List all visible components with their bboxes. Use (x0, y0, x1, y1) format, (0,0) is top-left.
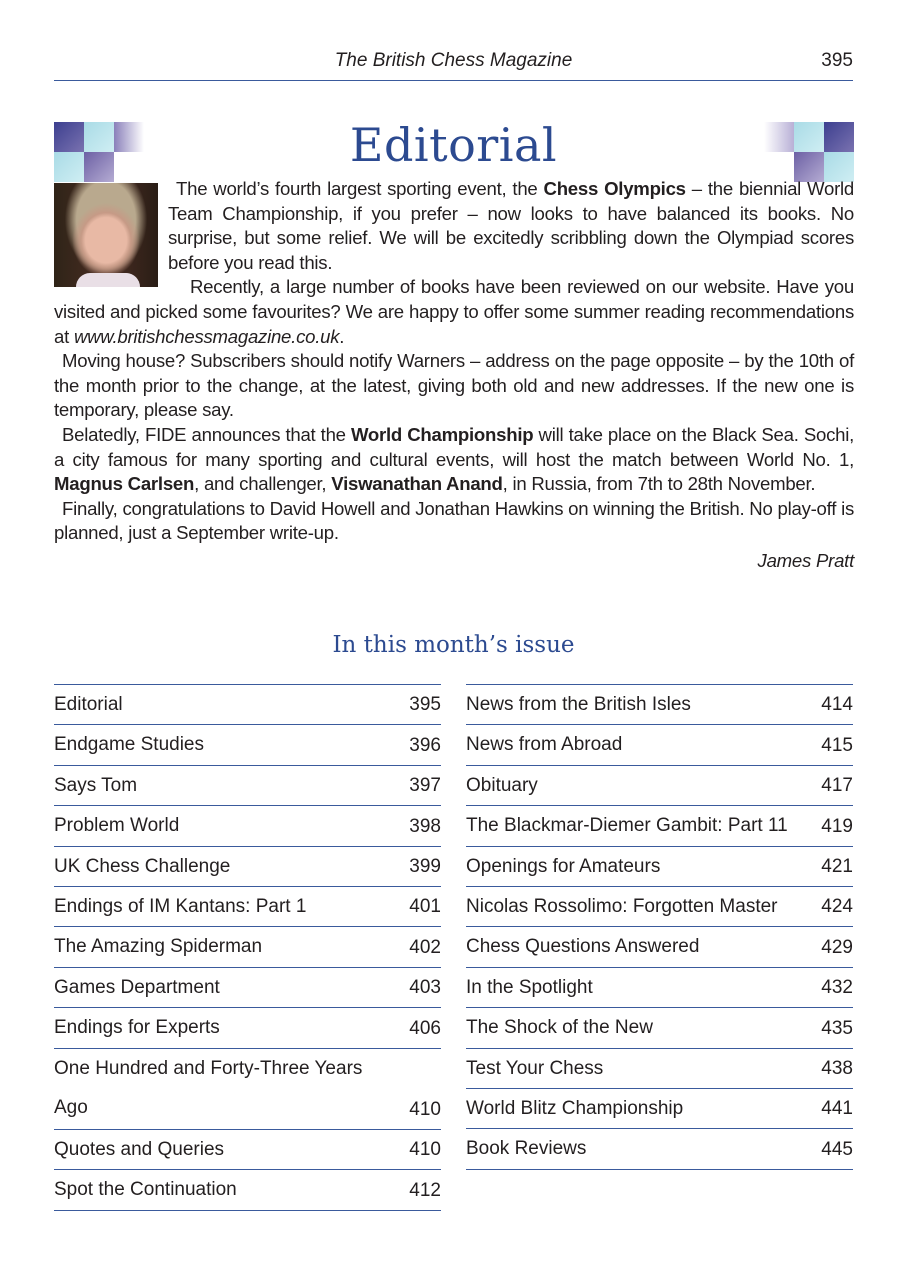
toc-item[interactable] (54, 1049, 441, 1130)
paragraph-4: Belatedly, FIDE announces that the World Championship will take place on the Black Sea. Sochi, a city famous for many sporting and cultural events, will host the match between World No. 1, Magnus Carlsen, and challenger, Viswanathan Anand, in Russia, from 7th to 28th November. (54, 423, 855, 495)
website-link[interactable]: www.britishchessmagazine.co.uk (73, 325, 340, 347)
toc-item[interactable] (54, 927, 441, 967)
toc-item-name: Openings for Amateurs (466, 855, 661, 877)
toc-item-page: 435 (821, 1017, 853, 1039)
paragraph-1: The world’s fourth largest sporting event, the Chess Olympics – the biennial World Team Championship, if you prefer – now looks to have balanced its books. No surprise, but some relief. We will be excitedly scribbling down the Olympiad scores before you read this. (168, 178, 855, 273)
toc-item-page: 398 (409, 815, 441, 837)
editorial-title: Editorial (349, 118, 558, 172)
toc-item-name: The Blackmar-Diemer Gambit: Part 11 (466, 815, 788, 837)
toc-item-page: 406 (409, 1017, 441, 1039)
toc-item[interactable] (466, 685, 853, 725)
page-number: 395 (821, 50, 853, 71)
toc-item-page: 412 (409, 1179, 441, 1201)
toc-item-name: Obituary (466, 774, 538, 796)
toc-item[interactable] (54, 968, 441, 1008)
toc-title: In this month’s issue (332, 632, 575, 658)
toc-item[interactable] (466, 1008, 853, 1048)
toc-item-page: 402 (409, 936, 441, 958)
toc-item[interactable] (54, 1170, 441, 1210)
toc-item-name: Endings for Experts (54, 1017, 220, 1039)
toc-left-column (54, 684, 441, 1211)
toc-item-name: Nicolas Rossolimo: Forgotten Master (466, 895, 778, 917)
toc-item-page: 419 (821, 815, 853, 837)
toc-item-name: The Amazing Spiderman (54, 936, 263, 958)
toc-item-name: Quotes and Queries (54, 1138, 225, 1160)
toc-item-page: 421 (821, 855, 853, 877)
toc-item[interactable] (54, 1008, 441, 1048)
toc-item-name: News from Abroad (466, 734, 623, 756)
toc-item[interactable] (54, 806, 441, 846)
toc-item-page: 396 (409, 734, 441, 756)
toc-item-page: 424 (821, 896, 853, 918)
toc-item-name: Problem World (54, 815, 180, 837)
toc-item-name: One Hundred and Forty-Three Years Ago (54, 1057, 363, 1118)
toc-item-name: World Blitz Championship (466, 1097, 684, 1119)
editorial-body (54, 177, 854, 574)
toc-item[interactable] (466, 968, 853, 1008)
toc-item[interactable] (54, 847, 441, 887)
toc-item-name: Endgame Studies (54, 734, 204, 756)
toc-item-page: 417 (821, 775, 853, 797)
toc-item-name: Test Your Chess (466, 1057, 604, 1079)
toc-item[interactable] (466, 847, 853, 887)
toc-item-name: Games Department (54, 976, 220, 998)
toc-item-page: 438 (821, 1057, 853, 1079)
toc-item[interactable] (54, 685, 441, 725)
toc-item-page: 432 (821, 977, 853, 999)
toc-item-name: Says Tom (54, 774, 138, 796)
toc-item[interactable] (54, 1130, 441, 1170)
toc-item-name: News from the British Isles (466, 694, 691, 715)
toc-item-page: 401 (409, 896, 441, 918)
toc-item-name: Book Reviews (466, 1138, 587, 1160)
paragraph-2: Recently, a large number of books have been reviewed on our website. Have you visited and picked some favourites? We are happy to offer some summer reading recommendations at www.britishchessmagazine.co.uk. (54, 276, 854, 347)
toc-item[interactable] (54, 887, 441, 927)
toc-item[interactable] (54, 725, 441, 765)
toc-item-page: 399 (409, 855, 441, 877)
paragraph-3: Moving house? Subscribers should notify Warners – address on the page opposite – by the 10th of the month prior to the change, at the latest, giving both old and new addresses. If the new one is temporary, please say. (54, 350, 854, 421)
toc-item-page: 410 (409, 1139, 441, 1161)
toc-item[interactable] (466, 725, 853, 765)
toc-item-page: 414 (821, 694, 853, 716)
toc-item[interactable] (466, 1089, 853, 1129)
toc-item-page: 395 (409, 694, 441, 716)
toc-item[interactable] (466, 766, 853, 806)
toc-item-name: Chess Questions Answered (466, 936, 700, 958)
toc-item-name: UK Chess Challenge (54, 855, 231, 877)
running-header (54, 48, 853, 81)
toc-item-name: The Shock of the New (466, 1017, 653, 1039)
toc-item-name: Spot the Continuation (54, 1179, 237, 1201)
toc-item[interactable] (466, 1129, 853, 1169)
toc-item-page: 403 (409, 977, 441, 999)
toc-item-page: 410 (409, 1098, 441, 1120)
toc-item-page: 429 (821, 936, 853, 958)
paragraph-5: Finally, congratulations to David Howell and Jonathan Hawkins on winning the British. No play-off is planned, just a September write-up. (54, 497, 854, 544)
toc-item[interactable] (466, 927, 853, 967)
toc-item-page: 441 (821, 1098, 853, 1120)
toc-right-column (466, 684, 853, 1170)
toc-item-page: 415 (821, 734, 853, 756)
toc-item-name: Endings of IM Kantans: Part 1 (54, 895, 307, 917)
toc-item[interactable] (466, 1049, 853, 1089)
toc-item-name: In the Spotlight (466, 976, 593, 998)
toc-item-page: 397 (409, 775, 441, 797)
magazine-title: The British Chess Magazine (334, 50, 573, 71)
toc-item[interactable] (54, 766, 441, 806)
toc-item[interactable] (466, 887, 853, 927)
toc-item-page: 445 (821, 1138, 853, 1160)
toc-item-name: Editorial (54, 694, 123, 715)
toc-item[interactable] (466, 806, 853, 846)
signature: James Pratt (757, 549, 854, 571)
